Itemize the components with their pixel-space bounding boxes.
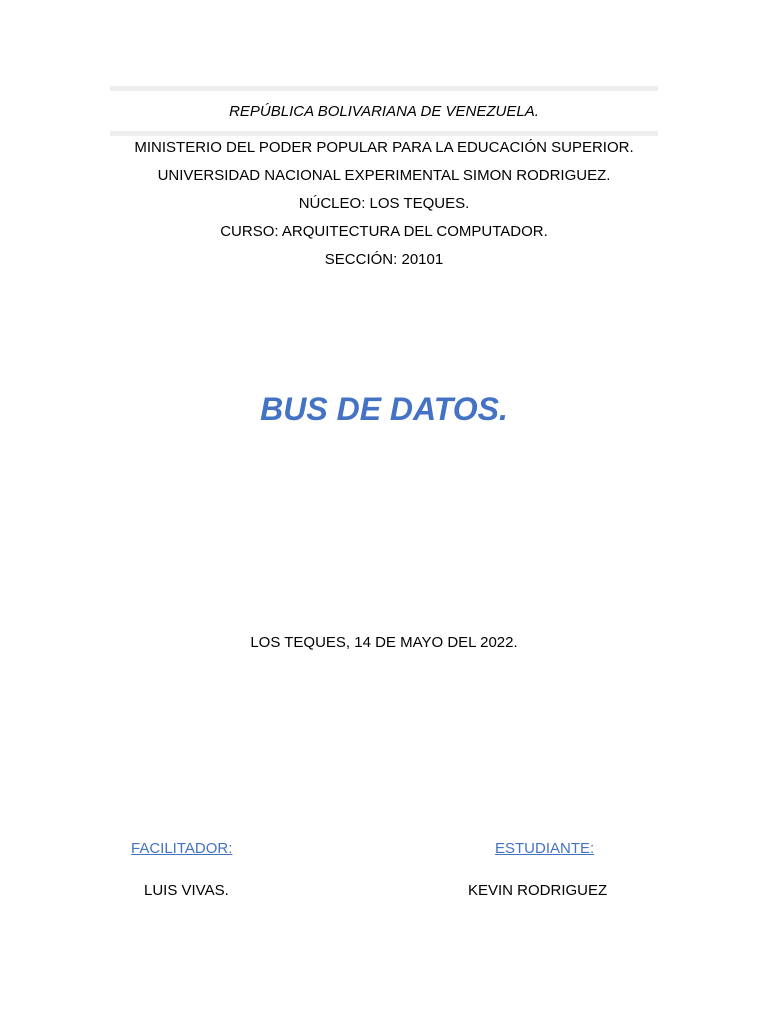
country-heading: REPÚBLICA BOLIVARIANA DE VENEZUELA.: [229, 103, 539, 120]
course-line: CURSO: ARQUITECTURA DEL COMPUTADOR.: [220, 223, 548, 240]
facilitator-label-link[interactable]: FACILITADOR:: [131, 840, 233, 857]
top-divider: [110, 86, 658, 91]
ministry-line: MINISTERIO DEL PODER POPULAR PARA LA EDUCACIÓN SUPERIOR.: [134, 139, 634, 156]
place-date-line: LOS TEQUES, 14 DE MAYO DEL 2022.: [250, 634, 518, 651]
section-line: SECCIÓN: 20101: [324, 251, 444, 268]
nucleus-line: NÚCLEO: LOS TEQUES.: [298, 195, 470, 212]
student-name: KEVIN RODRIGUEZ: [468, 882, 608, 899]
university-line: UNIVERSIDAD NACIONAL EXPERIMENTAL SIMON RODRIGUEZ.: [157, 167, 611, 184]
document-title: BUS DE DATOS.: [260, 391, 508, 427]
second-divider: [110, 131, 658, 136]
facilitator-name: LUIS VIVAS.: [144, 882, 229, 899]
student-label-link[interactable]: ESTUDIANTE:: [495, 840, 595, 857]
